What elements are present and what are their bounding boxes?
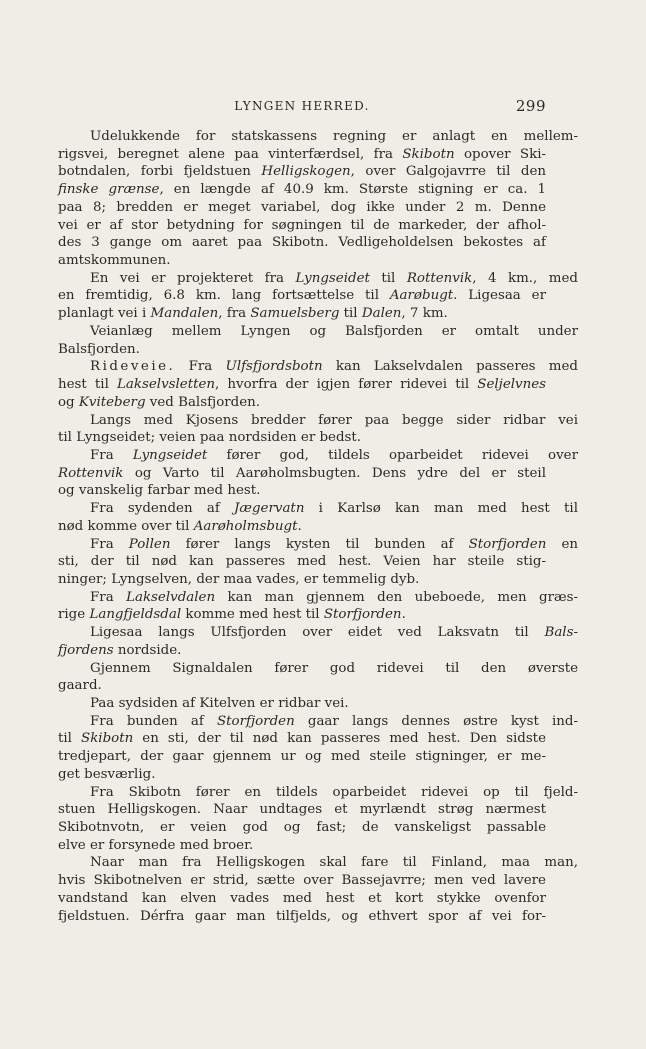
text-line	[58, 872, 546, 890]
italic-place-name: Kviteberg	[78, 394, 146, 410]
text-segment: Ligesaa langs Ulfsfjorden over eidet ved Laksvatn til	[90, 625, 545, 641]
text-segment: get besværlig.	[58, 766, 156, 782]
text-segment: Skibotnvotn, er veien god og fast; de vanskeligst passable	[58, 820, 546, 836]
page-number: 299	[515, 97, 546, 115]
text-line	[58, 287, 546, 305]
text-segment: botndalen, forbi fjeldstuen	[58, 164, 262, 180]
text-segment: gaard.	[58, 678, 102, 694]
text-segment: fjeldstuen. Dérfra gaar man tilfjelds, og ethvert spor af vei for-	[58, 908, 546, 924]
text-segment: rige	[58, 607, 90, 623]
italic-place-name: Lyngseidet	[295, 270, 370, 286]
text-line	[58, 819, 546, 837]
text-line	[58, 181, 546, 199]
text-segment: og Varto til Aarøholmsbugten. Dens ydre del er steil	[123, 465, 546, 481]
text-segment: Naar man fra Helligskogen skal fare til Finland, maa man,	[90, 855, 578, 871]
text-segment: planlagt vei i	[58, 306, 151, 322]
text-segment: rigsvei, beregnet alene paa vinterfærdsel, fra	[58, 146, 403, 162]
running-title: LYNGEN HERRED.	[234, 99, 370, 113]
text-segment: , hvorfra der igjen fører ridevei til	[215, 377, 478, 393]
italic-place-name: finske grænse	[58, 182, 160, 198]
text-segment: , fra	[218, 306, 251, 322]
italic-place-name: Mandalen	[150, 306, 219, 322]
text-segment: nød komme over til	[58, 518, 194, 534]
italic-place-name: Storfjorden	[323, 607, 402, 623]
text-segment: Langs med Kjosens bredder fører paa begge sider ridbar vei	[90, 412, 578, 428]
italic-place-name: Dalen	[361, 306, 402, 322]
text-line	[58, 500, 579, 518]
text-line	[58, 890, 546, 908]
text-line	[58, 854, 578, 872]
text-segment: fører langs kysten til bunden af	[170, 536, 469, 552]
text-line	[58, 660, 578, 678]
text-segment: . Ligesaa er	[453, 288, 547, 304]
text-segment: kan man gjennem den ubeboede, men græs-	[215, 589, 578, 605]
italic-place-name: Jægervatn	[234, 501, 305, 517]
text-segment: hvis Skibotnelven er strid, sætte over Bassejavrre; men ved lavere	[58, 873, 546, 889]
text-segment: vandstand kan elven vades med hest et kort stykke ovenfor	[58, 890, 546, 906]
text-segment: Udelukkende for statskassens regning er anlagt en mellem-	[90, 129, 578, 144]
text-line	[58, 376, 546, 394]
text-line	[58, 784, 578, 802]
italic-place-name: Pollen	[128, 536, 171, 552]
text-segment: i Karlsø kan man med hest til	[304, 501, 579, 517]
spaced-heading: Rideveie.	[90, 359, 176, 375]
text-line	[58, 482, 546, 500]
text-segment: tredjepart, der gaar gjennem ur og med steile stigninger, er me-	[58, 749, 546, 765]
italic-place-name: Skibotn	[402, 146, 455, 162]
text-line	[58, 553, 546, 571]
text-line	[58, 801, 546, 819]
text-segment: til Lyngseidet; veien paa nordsiden er bedst.	[58, 430, 362, 446]
text-segment: en	[546, 536, 579, 552]
text-line	[58, 642, 546, 660]
text-segment: Fra	[90, 447, 133, 463]
text-segment: , 7 km.	[401, 306, 448, 322]
italic-place-name: Seljelvnes	[477, 377, 547, 393]
page-header	[58, 97, 546, 117]
text-line	[58, 394, 546, 412]
text-segment: til	[58, 731, 82, 747]
text-segment: en sti, der til nød kan passeres med hest. Den sidste	[133, 731, 546, 747]
text-segment: paa 8; bredden er meget variabel, dog ikke under 2 m. Denne	[58, 199, 546, 215]
text-line	[58, 270, 578, 288]
text-line	[58, 412, 578, 430]
text-line	[58, 429, 546, 447]
text-segment: sti, der til nød kan passeres med hest. Veien har steile stig-	[58, 554, 546, 570]
text-segment: nordside.	[113, 642, 182, 658]
text-segment: , over Galgojavrre til den	[350, 164, 546, 180]
text-segment: ved Balsfjorden.	[145, 394, 261, 410]
text-line	[58, 589, 578, 607]
text-segment: , 4 km., med	[472, 270, 578, 286]
italic-place-name: Langfjeldsdal	[89, 607, 182, 623]
italic-place-name: fjordens	[58, 642, 114, 658]
text-segment: Fra bunden af	[90, 713, 217, 729]
text-line	[58, 713, 578, 731]
text-line	[58, 305, 546, 323]
text-line	[58, 730, 546, 748]
text-line	[58, 837, 546, 855]
text-line	[58, 624, 578, 642]
text-segment: , en længde af 40.9 km. Største stigning er ca. 1	[159, 182, 546, 198]
italic-place-name: Samuelsberg	[250, 306, 340, 322]
italic-place-name: Skibotn	[81, 731, 134, 747]
text-segment: komme med hest til	[181, 607, 324, 623]
italic-place-name: Lakselvsletten	[117, 377, 216, 393]
text-segment: gaar langs dennes østre kyst ind-	[294, 713, 578, 729]
text-segment: til	[369, 270, 407, 286]
text-segment: en fremtidig, 6.8 km. lang fortsættelse til	[58, 288, 390, 304]
text-segment: .	[297, 518, 302, 534]
text-segment: Balsfjorden.	[58, 341, 140, 357]
text-segment: Fra	[90, 536, 129, 552]
text-line	[58, 252, 546, 270]
body-text	[58, 128, 579, 925]
italic-place-name: Bals-	[544, 625, 578, 641]
text-segment: kan Lakselvdalen passeres med	[322, 359, 578, 375]
italic-place-name: Storfjorden	[468, 536, 547, 552]
italic-place-name: Helligskogen	[261, 164, 351, 180]
text-segment: stuen Helligskogen. Naar undtages et myrlændt strøg nærmest	[58, 802, 546, 818]
text-line	[58, 677, 546, 695]
text-line	[58, 341, 546, 359]
text-segment: og vanskelig farbar med hest.	[58, 483, 261, 499]
text-segment: vei er af stor betydning for søgningen til de markeder, der afhol-	[58, 217, 546, 233]
text-segment: amtskommunen.	[58, 253, 171, 269]
text-line	[58, 323, 578, 341]
text-segment: Fra	[175, 359, 226, 375]
text-segment: Fra	[90, 589, 127, 605]
text-line	[58, 217, 546, 235]
text-segment: hest til	[58, 377, 118, 393]
text-segment: Paa sydsiden af Kitelven er ridbar vei.	[90, 696, 349, 711]
text-line	[58, 766, 546, 784]
text-segment: opover Ski-	[454, 146, 546, 162]
text-line	[58, 695, 546, 713]
text-line	[58, 571, 546, 589]
text-line	[58, 908, 546, 926]
text-line	[58, 358, 578, 376]
text-segment: fører god, tildels oparbeidet ridevei over	[207, 447, 578, 463]
italic-place-name: Lyngseidet	[132, 447, 208, 463]
italic-place-name: Lakselvdalen	[126, 589, 216, 605]
text-line	[58, 606, 546, 624]
text-segment: des 3 gange om aaret paa Skibotn. Vedligeholdelsen bekostes af	[58, 235, 546, 251]
text-segment: Fra sydenden af	[90, 501, 235, 517]
text-segment: Gjennem Signaldalen fører god ridevei til den øverste	[90, 660, 578, 676]
text-line	[58, 163, 546, 181]
italic-place-name: Storfjorden	[217, 713, 295, 729]
italic-place-name: Rottenvik	[406, 270, 473, 286]
text-line	[58, 465, 546, 483]
text-line	[58, 199, 546, 217]
text-line	[58, 234, 546, 252]
text-segment: til	[339, 306, 362, 322]
text-line	[58, 518, 546, 536]
italic-place-name: Aarøbugt	[389, 288, 454, 304]
text-segment: ninger; Lyngselven, der maa vades, er temmelig dyb.	[58, 571, 420, 587]
text-line	[58, 128, 578, 146]
text-segment: elve er forsynede med broer.	[58, 837, 254, 853]
italic-place-name: Rottenvik	[58, 465, 124, 481]
text-line	[58, 447, 578, 465]
text-segment: Fra Skibotn fører en tildels oparbeidet ridevei op til fjeld-	[90, 784, 578, 800]
text-line	[58, 146, 546, 164]
text-segment: og	[58, 394, 79, 410]
text-segment: .	[401, 607, 406, 623]
italic-place-name: Ulfsfjordsbotn	[225, 359, 323, 375]
text-segment: Veianlæg mellem Lyngen og Balsfjorden er omtalt under	[90, 323, 578, 339]
italic-place-name: Aarøholmsbugt	[193, 518, 298, 534]
text-segment: En vei er projekteret fra	[90, 270, 296, 286]
text-line	[58, 536, 579, 554]
text-line	[58, 748, 546, 766]
